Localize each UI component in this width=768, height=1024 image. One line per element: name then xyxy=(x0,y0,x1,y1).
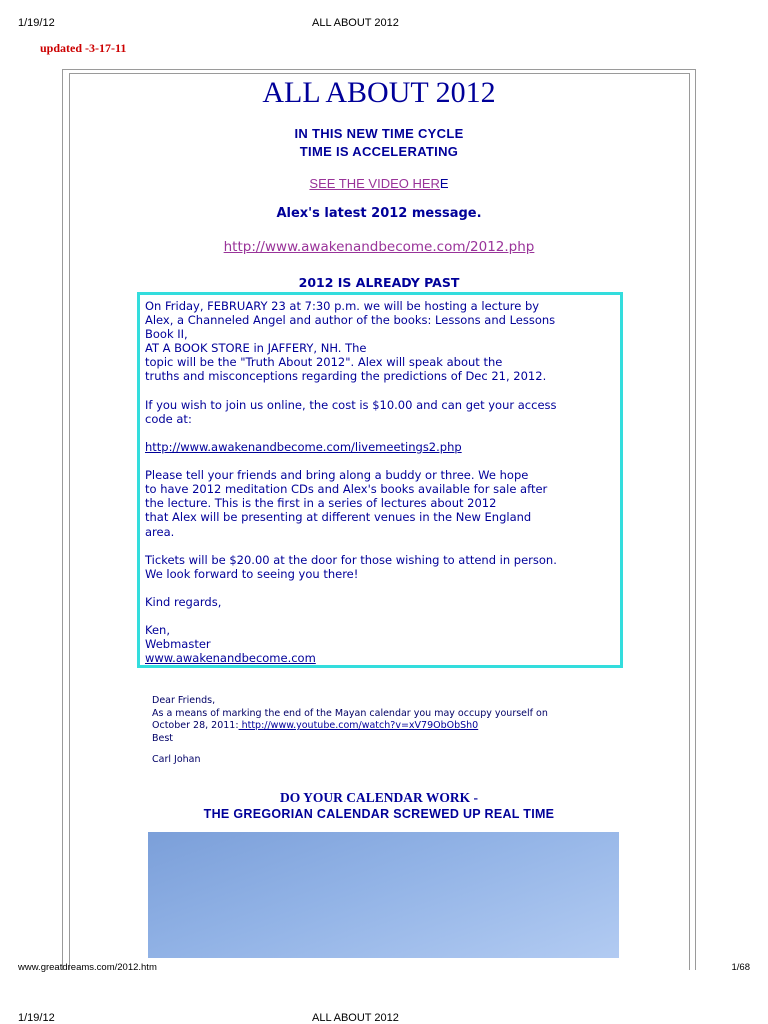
announcement-regards: Kind regards, xyxy=(145,594,222,609)
sky-image xyxy=(148,832,619,958)
calendar-heading-1: DO YOUR CALENDAR WORK - xyxy=(279,790,478,805)
announcement-para-4: Tickets will be $20.00 at the door for those wishing to attend in person. We look forward to seeing you there! xyxy=(145,552,557,581)
livemeetings-link[interactable]: http://www.awakenandbecome.com/livemeetings2.php xyxy=(145,439,462,454)
print-footer-url: www.greatdreams.com/2012.htm xyxy=(18,962,157,973)
updated-note: updated -3-17-11 xyxy=(40,41,127,55)
youtube-link[interactable]: http://www.youtube.com/watch?v=xV79ObObSh0 xyxy=(238,720,479,732)
video-link-row xyxy=(70,175,688,193)
print-footer-page-number: 1/68 xyxy=(731,962,750,973)
letter-greeting: Dear Friends, xyxy=(152,695,216,706)
latest-message-heading: Alex's latest 2012 message. xyxy=(276,206,482,221)
letter-closing: Best xyxy=(152,732,174,744)
see-video-link[interactable]: SEE THE VIDEO HER xyxy=(309,176,440,191)
letter-line-1: As a means of marking the end of the Mayan calendar you may occupy yourself on xyxy=(152,707,548,719)
message-url-row xyxy=(70,238,688,256)
announcement-signature xyxy=(145,623,620,665)
video-link-tail: E xyxy=(439,176,449,191)
signer-role: Webmaster xyxy=(145,637,211,652)
signer-name: Ken, xyxy=(145,623,170,638)
letter-date-prefix: October 28, 2011: xyxy=(152,720,239,732)
next-page-header-title: ALL ABOUT 2012 xyxy=(312,1012,399,1024)
carl-johan-letter xyxy=(152,695,612,767)
time-cycle-heading xyxy=(70,125,688,161)
print-header-date: 1/19/12 xyxy=(18,17,55,29)
next-page-header-date: 1/19/12 xyxy=(18,1012,55,1024)
letter-author: Carl Johan xyxy=(152,754,201,766)
page-title: ALL ABOUT 2012 xyxy=(262,76,496,109)
print-header-title: ALL ABOUT 2012 xyxy=(312,17,399,29)
calendar-heading-2: THE GREGORIAN CALENDAR SCREWED UP REAL TIME xyxy=(203,807,555,821)
message-url-link[interactable]: http://www.awakenandbecome.com/2012.php xyxy=(223,239,535,255)
already-past-heading: 2012 IS ALREADY PAST xyxy=(298,275,460,290)
lecture-announcement-box xyxy=(137,292,623,668)
site-link[interactable]: www.awakenandbecome.com xyxy=(145,651,316,666)
cycle-line-1: IN THIS NEW TIME CYCLE xyxy=(294,126,464,141)
announcement-para-2: If you wish to join us online, the cost is $10.00 and can get your access code at: xyxy=(145,397,557,426)
announcement-para-1: On Friday, FEBRUARY 23 at 7:30 p.m. we will be hosting a lecture by Alex, a Channeled Angel and author of the books: Lessons and Lessons Book II, AT A BOOK STORE in JAFFERY, NH. The topic will be the "Truth About 2012". Alex will speak about the truths and misconceptions regarding the predictions of Dec 21, 2012. xyxy=(145,299,556,384)
cycle-line-2: TIME IS ACCELERATING xyxy=(299,144,459,159)
announcement-para-3: Please tell your friends and bring along a buddy or three. We hope to have 2012 meditation CDs and Alex's books available for sale after the lecture. This is the first in a series of lectures about 2012 that Alex will be presenting at different venues in the New England area. xyxy=(145,468,548,539)
